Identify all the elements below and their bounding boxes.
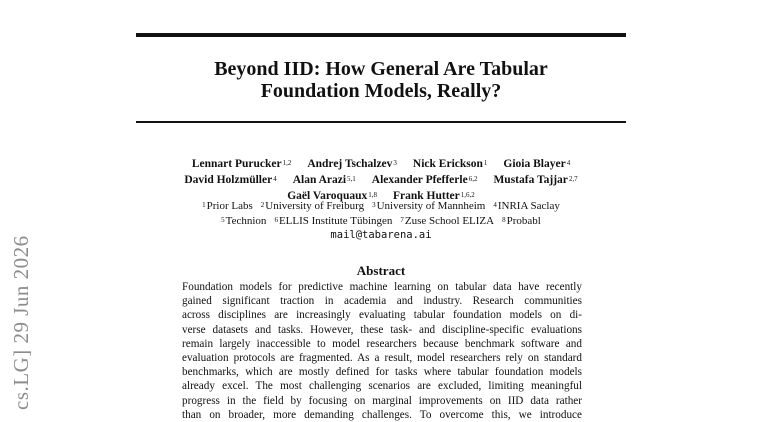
top-rule: [136, 33, 626, 37]
affiliation: [502, 215, 541, 227]
abstract-line: progress in the field by focusing on marginal improvements on IID data rather: [182, 394, 582, 407]
abstract-line: verse datasets and tasks. However, these task- and discipline-specific evaluations: [182, 323, 582, 336]
affiliation: [372, 200, 485, 212]
author-row: [136, 156, 626, 172]
affiliation-name: Prior Labs: [206, 200, 253, 212]
affiliation-marker: 6: [274, 216, 278, 224]
author-affiliation-marker: 1: [483, 159, 488, 167]
author-name: Mustafa Tajjar: [493, 174, 568, 186]
paper-title: [136, 58, 626, 102]
author-name: Lennart Purucker: [191, 158, 282, 170]
affiliation-marker: 2: [260, 201, 265, 209]
title-line: Beyond IID: How General Are Tabular: [214, 58, 548, 80]
author-affiliation-marker: 6,2: [468, 175, 478, 183]
author: [493, 174, 577, 186]
author-row: [136, 172, 626, 188]
affiliation-list: [136, 199, 626, 229]
author-affiliation-marker: 3: [393, 159, 397, 167]
affiliation: [400, 215, 494, 227]
abstract-line: evaluation protocols are fragmented. As a result, model researchers rely on standard: [182, 352, 582, 365]
affiliation-name: INRIA Saclay: [497, 200, 560, 212]
affiliation-row: [136, 199, 626, 214]
affiliation-name: ELLIS Institute Tübingen: [278, 215, 393, 227]
affiliation: [274, 215, 392, 227]
affiliation-marker: 5: [221, 216, 225, 224]
affiliation: [202, 200, 253, 212]
author: [372, 174, 478, 186]
author-name: Frank Hutter: [392, 190, 460, 202]
author-name: Nick Erickson: [412, 158, 483, 170]
author: [184, 174, 276, 186]
affiliation: [261, 200, 364, 212]
abstract-line: across disciplines are increasingly evaluating tabular foundation models on di-: [182, 309, 582, 322]
author-affiliation-marker: 2,7: [568, 175, 578, 183]
abstract-line: already excel. The most challenging scenarios are excluded, limiting meaningful: [182, 380, 582, 393]
abstract-line: than on broader, more demanding challenges. To overcome this, we introduce: [182, 408, 582, 421]
affiliation-marker: 8: [502, 216, 506, 224]
affiliation-name: Zuse School ELIZA: [404, 215, 495, 227]
abstract-body: [182, 280, 582, 422]
affiliation-marker: 3: [372, 201, 376, 209]
author-affiliation-marker: 5,1: [347, 175, 356, 183]
title-line: Foundation Models, Really?: [260, 80, 502, 102]
affiliation-marker: 4: [493, 201, 497, 209]
author-affiliation-marker: 4: [273, 175, 277, 183]
abstract-line: remain largely inaccessible to model researchers because benchmark software and: [182, 337, 582, 350]
abstract-line: benchmarks, which are mostly defined for tasks where tabular foundation models: [182, 366, 582, 379]
affiliation-row: [136, 214, 626, 229]
abstract-line: Foundation models for predictive machine learning on tabular data have recently: [182, 281, 582, 293]
author-affiliation-marker: 1,6,2: [460, 191, 475, 199]
affiliation-marker: 7: [400, 216, 404, 224]
affiliation: [221, 215, 266, 227]
author-name: David Holzmüller: [184, 174, 273, 186]
abstract-line: gained significant traction in academia and industry. Research communities: [182, 295, 582, 308]
author-name: Gioia Blayer: [503, 158, 566, 170]
affiliation-marker: 1: [202, 201, 206, 209]
author-affiliation-marker: 1,2: [282, 159, 292, 167]
author: [293, 174, 356, 186]
affiliation-name: Probabl: [506, 215, 541, 227]
author-name: Gaël Varoquaux: [287, 190, 368, 202]
contact-email[interactable]: mail@tabarena.ai: [330, 229, 432, 241]
author-list: [136, 156, 626, 204]
author-affiliation-marker: 1,8: [368, 191, 377, 199]
author-name: Alexander Pfefferle: [371, 174, 468, 186]
author-affiliation-marker: 4: [566, 159, 571, 167]
title-bottom-rule: [136, 121, 626, 123]
author-name: Alan Arazi: [292, 174, 347, 186]
author: [413, 158, 487, 170]
affiliation-name: University of Freiburg: [265, 200, 365, 212]
abstract-heading: Abstract: [356, 263, 406, 278]
author: [192, 158, 292, 170]
author: [503, 158, 570, 170]
affiliation-name: Technion: [225, 215, 267, 227]
author-name: Andrej Tschalzev: [307, 158, 393, 170]
affiliation: [493, 200, 560, 212]
arxiv-sidebar-stamp: cs.LG] 29 Jun 2026: [9, 235, 33, 410]
affiliation-name: University of Mannheim: [376, 200, 486, 212]
author: [307, 158, 397, 170]
